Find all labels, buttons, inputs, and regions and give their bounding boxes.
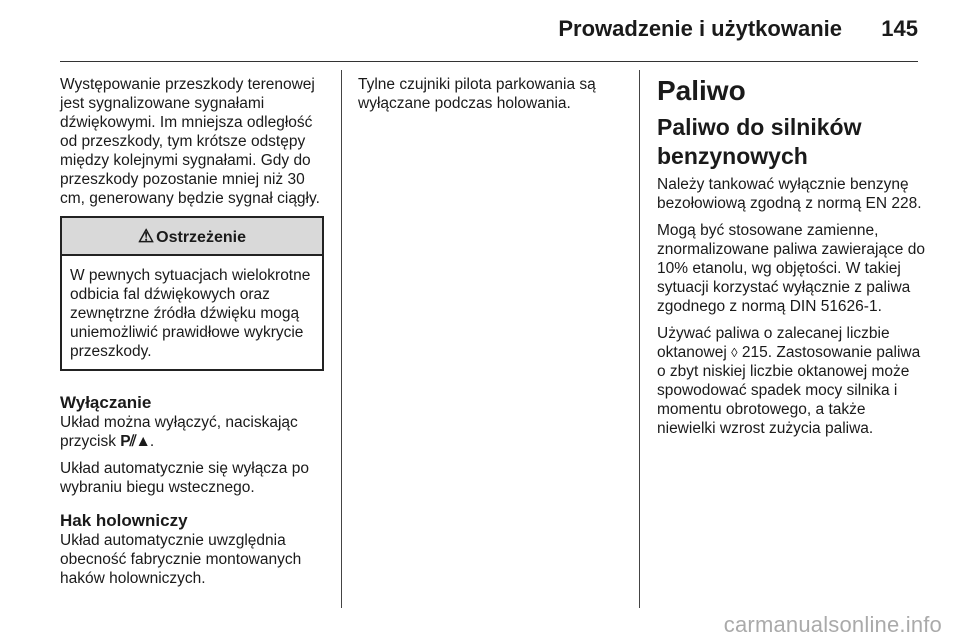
fuel-p3-suffix: . Zastosowanie paliwa o zbyt niskiej liczbie oktanowej może spowodować spadek mocy silnika i momentu obrotowego, a także niewielki wzrost zużycia paliwa.	[657, 344, 921, 437]
page-header	[0, 0, 960, 64]
column-divider-2	[639, 70, 640, 608]
fuel-paragraph-3	[657, 324, 925, 438]
off-paragraph	[60, 413, 328, 451]
fuel-paragraph-1: Należy tankować wyłącznie benzynę bezołowiową zgodną z normą EN 228.	[657, 176, 922, 212]
page-number: 145	[881, 16, 918, 41]
off-text-prefix: Układ można wyłączyć, naciskając przycisk	[60, 414, 298, 450]
fuel-p3-prefix: Używać paliwa o zalecanej liczbie oktanowej	[657, 325, 890, 361]
warning-triangle-icon: ⚠	[138, 226, 155, 246]
warning-body	[62, 256, 322, 369]
chapter-heading-fuel: Paliwo	[657, 75, 746, 106]
page-title: Prowadzenie i użytkowanie	[558, 16, 842, 41]
off-text-suffix: .	[149, 433, 155, 450]
warning-title: Ostrzeżenie	[156, 229, 246, 246]
off-paragraph-2: Układ automatycznie się wyłącza po wybraniu biegu wstecznego.	[60, 460, 309, 496]
column-left	[60, 75, 328, 596]
fuel-paragraph-2: Mogą być stosowane zamienne, znormalizowane paliwa zawierające do 10% etanolu, wg objętości. W takiej sytuacji korzystać wyłącznie z paliwa zgodnego z normą DIN 51626-1.	[657, 222, 925, 315]
warning-text: W pewnych sytuacjach wielokrotne odbicia fal dźwiękowych oraz zewnętrzne źródła dźwięku mogą uniemożliwić prawidłowe wykrycie przeszkody.	[70, 267, 311, 360]
column-middle	[358, 75, 628, 121]
column-divider-1	[341, 70, 342, 608]
watermark: carmanualsonline.info	[723, 612, 942, 637]
section-heading-petrol-fuel: Paliwo do silników benzynowych	[657, 114, 862, 169]
section-heading-off: Wyłączanie	[60, 393, 152, 412]
intro-paragraph: Występowanie przeszkody terenowej jest sygnalizowane sygnałami dźwiękowymi. Im mniejsza odległość od przeszkody, tym krótsze odstępy między kolejnymi sygnałami. Gdy do przeszkody pozostanie mniej niż 30 cm, generowany będzie sygnał ciągły.	[60, 76, 320, 207]
section-heading-hitch: Hak holowniczy	[60, 511, 188, 530]
page-reference-link[interactable]: 215	[741, 344, 768, 361]
column-right	[657, 75, 925, 446]
page-reference-icon: ◊	[731, 345, 738, 360]
warning-header	[62, 218, 322, 256]
towing-paragraph: Tylne czujniki pilota parkowania są wyłączane podczas holowania.	[358, 76, 596, 112]
header-rule	[60, 61, 918, 62]
parking-assist-button-icon: P⫽▲	[120, 433, 150, 450]
warning-box	[60, 216, 324, 371]
hitch-paragraph: Układ automatycznie uwzględnia obecność fabrycznie montowanych haków holowniczych.	[60, 532, 302, 587]
